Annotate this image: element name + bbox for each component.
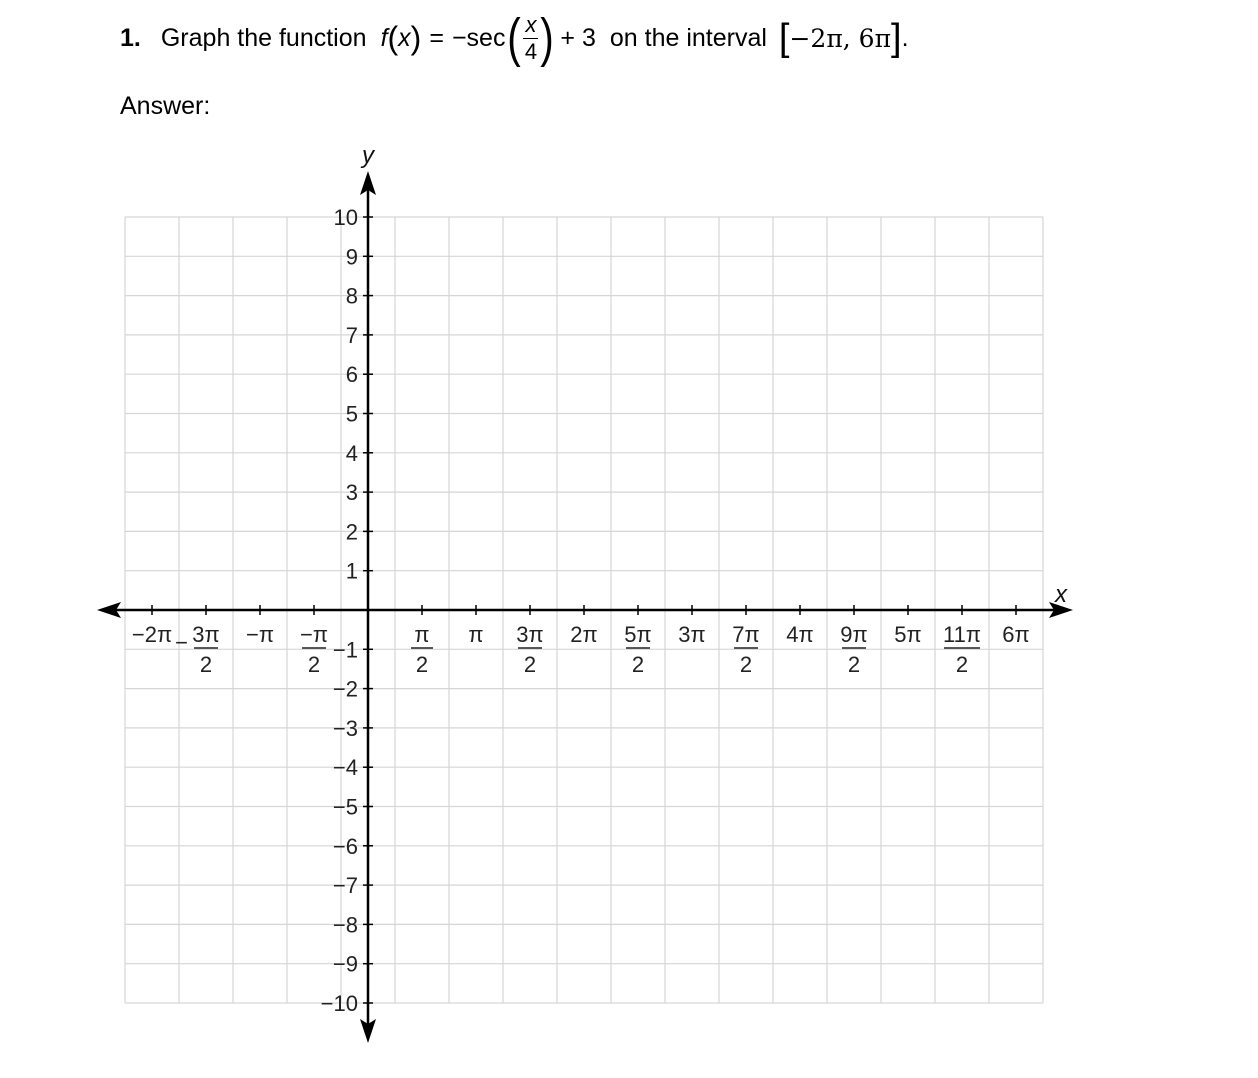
y-tick-label: 8 [345, 283, 358, 309]
on-text: on the interval [609, 23, 767, 52]
x-tick-label-numerator: 7π [732, 622, 760, 647]
x-tick-label-numerator: −π [299, 622, 329, 647]
x-tick-label-numerator: π [414, 622, 430, 647]
x-tick-label-denominator: 2 [199, 652, 213, 677]
x-tick-label [786, 622, 813, 647]
x-tick-label-denominator: 2 [415, 652, 429, 677]
x-tick-label-numerator: 9π [840, 622, 868, 647]
interval-text: −2π, 6π [789, 23, 891, 53]
x-tick-label-numerator: 11π [942, 622, 982, 647]
y-tick-label: −4 [332, 755, 358, 781]
axes [97, 171, 1073, 1043]
y-tick-label: 9 [345, 244, 358, 270]
y-tick-label: −7 [332, 873, 358, 899]
x-tick-label-text: 4π [786, 622, 814, 647]
right-paren: ) [410, 20, 422, 56]
x-tick-label [570, 622, 597, 647]
x-tick-label-text: −π [245, 622, 275, 647]
function-name: f [380, 23, 388, 52]
neg-sec: −sec [451, 23, 506, 52]
y-tick-label: 7 [345, 322, 358, 348]
left-paren: ( [387, 20, 399, 56]
x-tick-label-text: −2π [131, 622, 173, 647]
right-bracket: ] [891, 17, 902, 59]
function-variable: x [398, 23, 411, 52]
question-prefix: Graph the function [160, 23, 367, 52]
x-tick-label-text: 5π [894, 622, 922, 647]
x-tick-label-negative-sign: − [175, 630, 188, 655]
x-tick-label-numerator: 3π [516, 622, 544, 647]
equals-sign: = [429, 23, 444, 52]
plus-constant: + 3 [560, 23, 596, 52]
big-right-paren: ) [540, 8, 555, 68]
y-tick-label: 10 [333, 205, 358, 230]
y-tick-label: 4 [345, 440, 358, 466]
x-tick-label-numerator: 3π [192, 622, 220, 647]
fraction-denominator: 4 [524, 38, 538, 64]
y-tick-label: 6 [345, 362, 358, 388]
x-tick-label [246, 622, 274, 647]
y-tick-label: 3 [345, 480, 358, 506]
x-tick-label [678, 622, 705, 647]
x-tick-label-denominator: 2 [955, 652, 969, 677]
y-tick-label: −1 [332, 637, 358, 663]
x-tick-label-denominator: 2 [847, 652, 861, 677]
y-tick-label: 1 [345, 558, 358, 584]
y-tick-label: −6 [332, 833, 358, 859]
question-number: 1. [120, 23, 141, 52]
x-tick-label [468, 622, 483, 647]
y-tick-label: −9 [332, 951, 358, 977]
x-tick-label-denominator: 2 [739, 652, 753, 677]
y-tick-label: −10 [320, 991, 358, 1016]
y-axis-label: y [362, 142, 374, 169]
x-tick-label-denominator: 2 [631, 652, 645, 677]
y-tick-label: −8 [332, 912, 358, 938]
y-tick-label: 5 [345, 401, 358, 427]
period: . [901, 23, 909, 52]
fraction-numerator: x [525, 11, 537, 37]
big-left-paren: ( [507, 8, 522, 68]
x-tick-label-denominator: 2 [307, 652, 321, 677]
x-tick-label [894, 622, 921, 647]
y-tick-label: −2 [332, 676, 358, 702]
x-axis-label: x [1055, 581, 1067, 608]
x-tick-label [132, 622, 172, 647]
x-tick-label-numerator: 5π [624, 622, 652, 647]
y-tick-label: −3 [332, 715, 358, 741]
x-tick-label-text: 6π [1002, 622, 1030, 647]
x-tick-label-denominator: 2 [523, 652, 537, 677]
y-tick-label: 2 [345, 519, 358, 545]
x-tick-label-text: 2π [570, 622, 598, 647]
answer-label: Answer: [120, 92, 211, 120]
x-tick-label-text: 3π [678, 622, 706, 647]
y-tick-label: −5 [332, 794, 358, 820]
x-tick-label-text: π [468, 622, 484, 647]
x-tick-label [1002, 622, 1029, 647]
left-bracket: [ [778, 17, 790, 59]
